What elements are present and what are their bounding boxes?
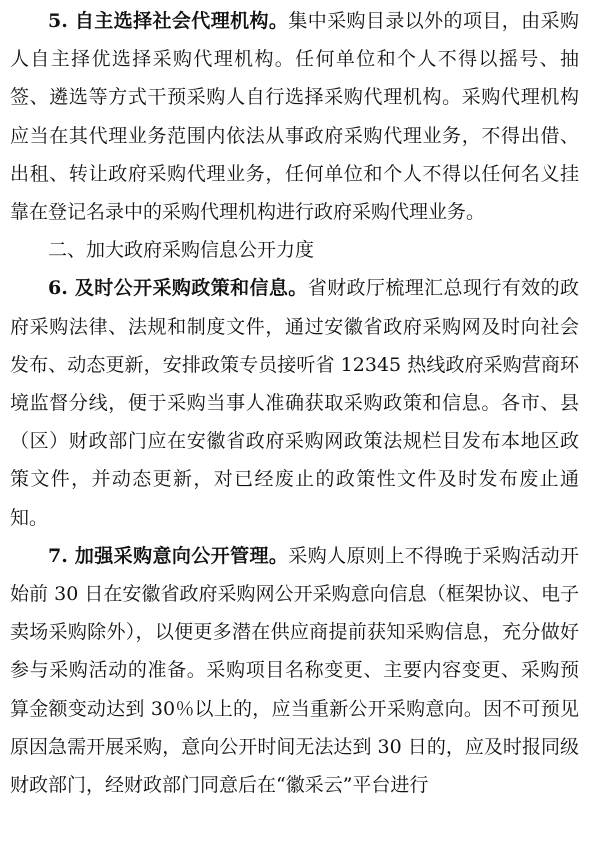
paragraph-6 <box>10 269 579 536</box>
paragraph-6-body: 省财政厅梳理汇总现行有效的政府采购法律、法规和制度文件，通过安徽省政府采购网及时向社会发布、动态更新，安排政策专员接听省 12345 热线政府采购营商环境监督分线，便于采购当事人准确获取采购政策和信息。各市、县（区）财政部门应在安徽省政府采购网政策法规栏目发布本地区政策文件，并动态更新，对已经废止的政策性文件及时发布废止通知。 <box>10 277 579 529</box>
paragraph-6-lead: 6. 及时公开采购政策和信息。 <box>48 277 308 300</box>
paragraph-5-lead: 5. 自主选择社会代理机构。 <box>48 10 289 32</box>
paragraph-5-body: 集中采购目录以外的项目，由采购人自主择优选择采购代理机构。任何单位和个人不得以摇号、抽签、遴选等方式干预采购人自行选择采购代理机构。采购代理机构应当在其代理业务范围内依法从事政府采购代理业务，不得出借、出租、转让政府采购代理业务，任何单位和个人不得以任何名义挂靠在登记名录中的采购代理机构进行政府采购代理业务。 <box>10 10 579 224</box>
paragraph-7 <box>10 537 579 804</box>
paragraph-7-lead: 7. 加强采购意向公开管理。 <box>48 544 289 567</box>
section-heading-2: 二、加大政府采购信息公开力度 <box>48 239 315 262</box>
paragraph-5 <box>10 2 579 231</box>
paragraph-7-body: 采购人原则上不得晚于采购活动开始前 30 日在安徽省政府采购网公开采购意向信息（框架协议、电子卖场采购除外），以便更多潜在供应商提前获知采购信息，充分做好参与采购活动的准备。采购项目名称变更、主要内容变更、采购预算金额变动达到 30％以上的，应当重新公开采购意向。因不可预见原因急需开展采购，意向公开时间无法达到 30 日的，应及时报同级财政部门，经财政部门同意后在“徽采云”平台进行 <box>10 544 579 797</box>
